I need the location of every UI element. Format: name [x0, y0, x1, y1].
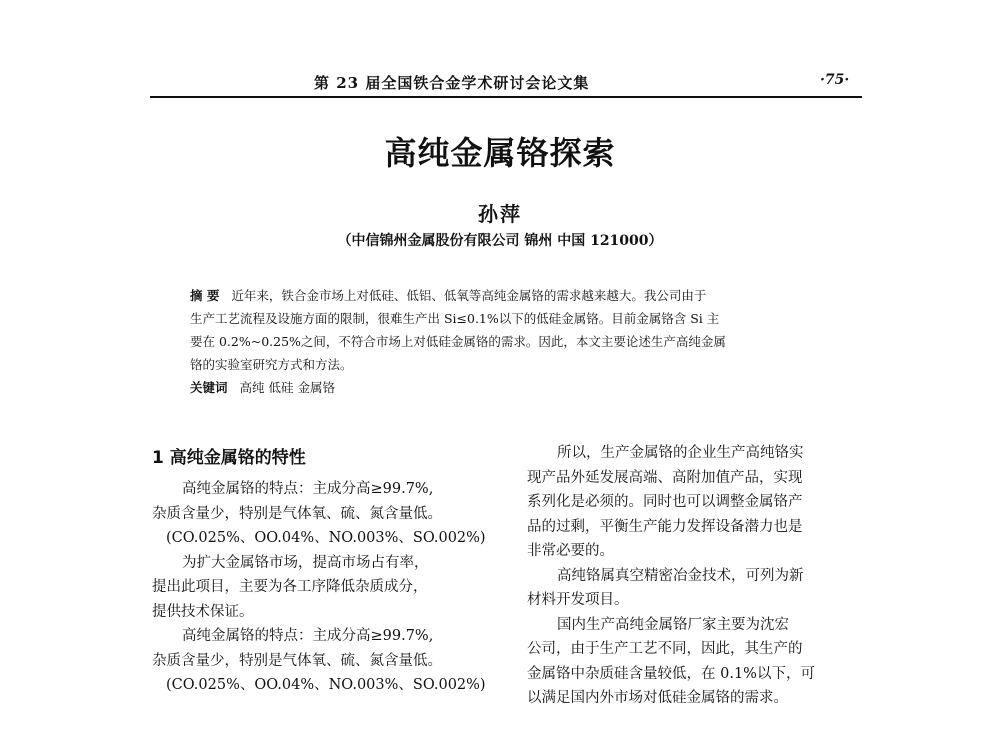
left-line: 高纯金属铬的特点：主成分高≥99.7%,: [182, 628, 434, 644]
right-line: 以满足国内外市场对低硅金属铬的需求。: [527, 690, 788, 706]
abstract-line-2: 生产工艺流程及设施方面的限制，很难生产出 Si≤0.1%以下的低硅金属铬。目前金属铬含 Si 主: [190, 311, 720, 326]
left-line: 提出此项目，主要为各工序降低杂质成分，: [152, 579, 428, 595]
right-line: 品的过剩，平衡生产能力发挥设备潜力也是: [527, 518, 803, 535]
page-number: ·75·: [820, 72, 850, 88]
left-line: 为扩大金属铬市场，提高市场占有率，: [182, 554, 429, 571]
right-line: 系列化是必须的。同时也可以调整金属铬产: [527, 494, 803, 510]
right-line: 国内生产高纯金属铬厂家主要为沈宏: [557, 616, 789, 633]
heading-gap: [152, 463, 497, 477]
right-line: 公司，由于生产工艺不同，因此，其生产的: [527, 641, 803, 657]
abstract-label: 摘 要: [190, 288, 220, 303]
right-line: 非常必要的。: [527, 543, 614, 559]
right-line: 金属铬中杂质硅含量较低，在 0.1%以下，可: [527, 665, 815, 682]
right-line: 材料开发项目。: [527, 592, 629, 608]
abstract: [190, 284, 820, 399]
keywords-label: 关键词: [190, 380, 228, 395]
header-rule: [150, 96, 862, 98]
abstract-line-3: 要在 0.2%~0.25%之间，不符合市场上对低硅金属铬的需求。因此，本文主要论述生产高纯金属: [190, 334, 726, 349]
affiliation: （中信锦州金属股份有限公司 锦州 中国 121000）: [337, 233, 663, 249]
left-line: (CO.025%、OO.04%、NO.003%、SO.002%): [166, 530, 486, 546]
author-name: 孙萍: [478, 202, 522, 226]
right-line: 所以，生产金属铬的企业生产高纯铬实: [557, 445, 804, 461]
keywords-line: [190, 376, 820, 399]
abstract-line-4: 铬的实验室研究方式和方法。: [190, 357, 353, 372]
left-line: 杂质含量少，特别是气体氧、硫、氮含量低。: [152, 652, 442, 669]
right-column: [527, 441, 867, 711]
left-line: 杂质含量少，特别是气体氧、硫、氮含量低。: [152, 505, 442, 522]
left-line: (CO.025%、OO.04%、NO.003%、SO.002%): [166, 677, 486, 693]
right-line: 现产品外延发展高端、高附加值产品，实现: [527, 469, 803, 486]
right-line: 高纯铬属真空精密冶金技术，可列为新: [557, 567, 804, 584]
left-line: 提供技术保证。: [152, 603, 254, 620]
abstract-line-1: 摘 要 近年来，铁合金市场上对低硅、低铝、低氧等高纯金属铬的需求越来越大。我公司由于: [190, 288, 707, 303]
left-column: [152, 463, 497, 698]
paper-title: 高纯金属铬探索: [384, 134, 616, 172]
section-heading: 1 高纯金属铬的特性: [152, 448, 306, 468]
keywords: 高纯 低硅 金属铬: [239, 380, 335, 395]
left-line: 高纯金属铬的特点：主成分高≥99.7%,: [182, 481, 434, 497]
journal-header: 第 23 届全国铁合金学术研讨会论文集: [314, 74, 590, 92]
